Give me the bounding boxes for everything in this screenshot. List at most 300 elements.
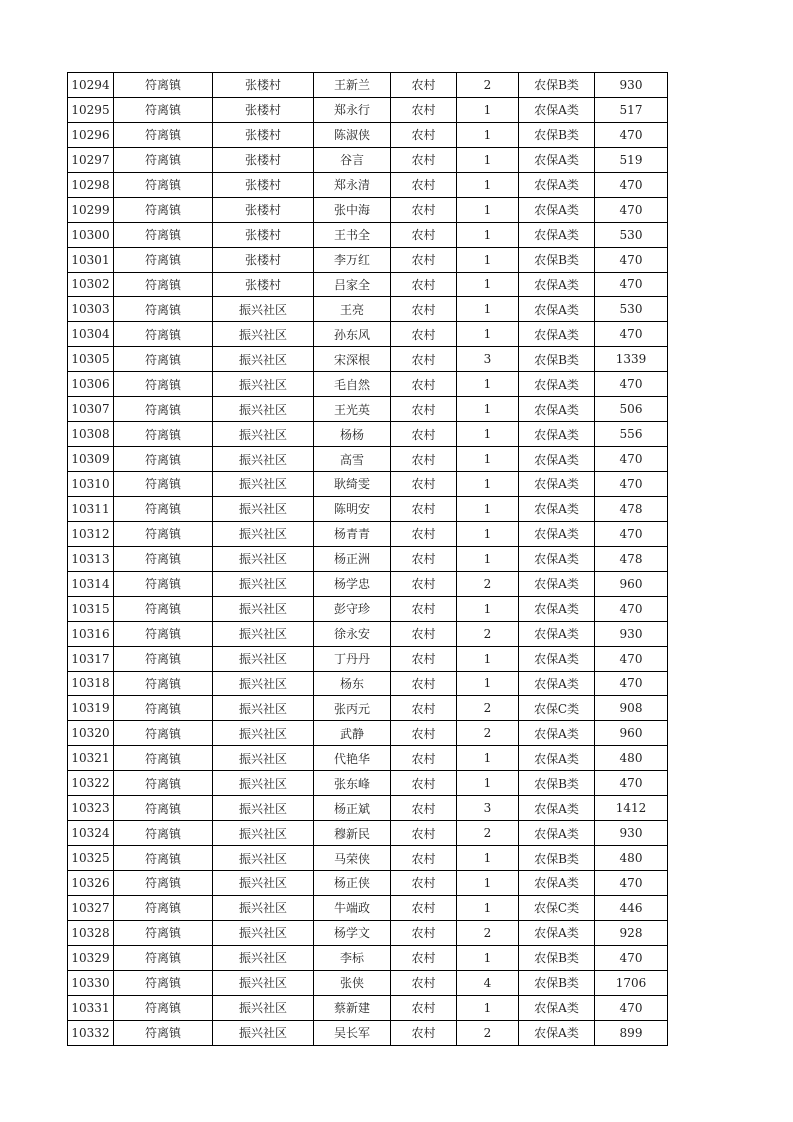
cell-name: 吴长军 bbox=[314, 1020, 391, 1045]
cell-village: 振兴社区 bbox=[213, 771, 314, 796]
cell-town: 符离镇 bbox=[114, 347, 213, 372]
cell-insurance-category: 农保C类 bbox=[519, 895, 595, 920]
cell-household-type: 农村 bbox=[391, 472, 457, 497]
cell-amount: 1412 bbox=[595, 796, 668, 821]
cell-record-id: 10331 bbox=[68, 995, 114, 1020]
cell-name: 杨杨 bbox=[314, 422, 391, 447]
cell-member-count: 1 bbox=[457, 172, 519, 197]
cell-record-id: 10309 bbox=[68, 447, 114, 472]
cell-record-id: 10322 bbox=[68, 771, 114, 796]
cell-household-type: 农村 bbox=[391, 197, 457, 222]
cell-town: 符离镇 bbox=[114, 546, 213, 571]
cell-name: 宋深根 bbox=[314, 347, 391, 372]
cell-record-id: 10312 bbox=[68, 521, 114, 546]
cell-insurance-category: 农保A类 bbox=[519, 995, 595, 1020]
cell-name: 徐永安 bbox=[314, 621, 391, 646]
cell-name: 杨正侠 bbox=[314, 871, 391, 896]
cell-name: 谷言 bbox=[314, 147, 391, 172]
table-row bbox=[68, 895, 668, 920]
cell-member-count: 3 bbox=[457, 347, 519, 372]
table-row bbox=[68, 796, 668, 821]
cell-record-id: 10302 bbox=[68, 272, 114, 297]
cell-record-id: 10305 bbox=[68, 347, 114, 372]
cell-town: 符离镇 bbox=[114, 122, 213, 147]
cell-record-id: 10323 bbox=[68, 796, 114, 821]
cell-village: 振兴社区 bbox=[213, 871, 314, 896]
cell-name: 杨学忠 bbox=[314, 571, 391, 596]
cell-member-count: 1 bbox=[457, 372, 519, 397]
cell-town: 符离镇 bbox=[114, 895, 213, 920]
cell-name: 彭守珍 bbox=[314, 596, 391, 621]
cell-name: 蔡新建 bbox=[314, 995, 391, 1020]
cell-town: 符离镇 bbox=[114, 796, 213, 821]
cell-village: 振兴社区 bbox=[213, 821, 314, 846]
cell-household-type: 农村 bbox=[391, 322, 457, 347]
table-row bbox=[68, 272, 668, 297]
cell-insurance-category: 农保A类 bbox=[519, 297, 595, 322]
cell-household-type: 农村 bbox=[391, 521, 457, 546]
cell-amount: 470 bbox=[595, 322, 668, 347]
cell-record-id: 10313 bbox=[68, 546, 114, 571]
cell-household-type: 农村 bbox=[391, 347, 457, 372]
cell-member-count: 1 bbox=[457, 322, 519, 347]
table-row bbox=[68, 596, 668, 621]
cell-amount: 470 bbox=[595, 172, 668, 197]
cell-village: 张楼村 bbox=[213, 73, 314, 98]
cell-village: 振兴社区 bbox=[213, 671, 314, 696]
cell-member-count: 1 bbox=[457, 646, 519, 671]
cell-amount: 517 bbox=[595, 97, 668, 122]
cell-household-type: 农村 bbox=[391, 272, 457, 297]
cell-village: 振兴社区 bbox=[213, 696, 314, 721]
cell-village: 振兴社区 bbox=[213, 422, 314, 447]
cell-amount: 470 bbox=[595, 646, 668, 671]
cell-household-type: 农村 bbox=[391, 871, 457, 896]
cell-household-type: 农村 bbox=[391, 796, 457, 821]
table-row bbox=[68, 422, 668, 447]
cell-household-type: 农村 bbox=[391, 696, 457, 721]
table-row bbox=[68, 97, 668, 122]
cell-household-type: 农村 bbox=[391, 621, 457, 646]
cell-amount: 470 bbox=[595, 122, 668, 147]
cell-insurance-category: 农保A类 bbox=[519, 746, 595, 771]
table-row bbox=[68, 322, 668, 347]
cell-name: 杨东 bbox=[314, 671, 391, 696]
cell-household-type: 农村 bbox=[391, 222, 457, 247]
cell-village: 振兴社区 bbox=[213, 472, 314, 497]
cell-amount: 530 bbox=[595, 297, 668, 322]
cell-amount: 928 bbox=[595, 920, 668, 945]
cell-village: 振兴社区 bbox=[213, 970, 314, 995]
cell-amount: 930 bbox=[595, 73, 668, 98]
cell-insurance-category: 农保A类 bbox=[519, 472, 595, 497]
table-row bbox=[68, 73, 668, 98]
cell-household-type: 农村 bbox=[391, 721, 457, 746]
cell-village: 振兴社区 bbox=[213, 746, 314, 771]
cell-village: 振兴社区 bbox=[213, 546, 314, 571]
cell-name: 王光英 bbox=[314, 397, 391, 422]
cell-town: 符离镇 bbox=[114, 920, 213, 945]
cell-household-type: 农村 bbox=[391, 646, 457, 671]
cell-village: 张楼村 bbox=[213, 247, 314, 272]
cell-village: 振兴社区 bbox=[213, 397, 314, 422]
cell-village: 振兴社区 bbox=[213, 621, 314, 646]
cell-member-count: 1 bbox=[457, 272, 519, 297]
cell-household-type: 农村 bbox=[391, 746, 457, 771]
cell-town: 符离镇 bbox=[114, 372, 213, 397]
table-row bbox=[68, 222, 668, 247]
cell-village: 振兴社区 bbox=[213, 721, 314, 746]
cell-member-count: 1 bbox=[457, 771, 519, 796]
cell-insurance-category: 农保B类 bbox=[519, 247, 595, 272]
cell-name: 张东峰 bbox=[314, 771, 391, 796]
cell-town: 符离镇 bbox=[114, 222, 213, 247]
cell-amount: 470 bbox=[595, 372, 668, 397]
cell-household-type: 农村 bbox=[391, 147, 457, 172]
cell-name: 毛自然 bbox=[314, 372, 391, 397]
cell-town: 符离镇 bbox=[114, 945, 213, 970]
records-table-body bbox=[68, 73, 668, 1046]
cell-insurance-category: 农保B类 bbox=[519, 122, 595, 147]
table-row bbox=[68, 696, 668, 721]
cell-record-id: 10324 bbox=[68, 821, 114, 846]
cell-member-count: 1 bbox=[457, 122, 519, 147]
cell-record-id: 10301 bbox=[68, 247, 114, 272]
cell-record-id: 10294 bbox=[68, 73, 114, 98]
cell-insurance-category: 农保A类 bbox=[519, 272, 595, 297]
cell-town: 符离镇 bbox=[114, 771, 213, 796]
cell-amount: 470 bbox=[595, 521, 668, 546]
cell-name: 杨青青 bbox=[314, 521, 391, 546]
cell-town: 符离镇 bbox=[114, 496, 213, 521]
table-row bbox=[68, 447, 668, 472]
cell-household-type: 农村 bbox=[391, 771, 457, 796]
cell-member-count: 1 bbox=[457, 945, 519, 970]
cell-insurance-category: 农保A类 bbox=[519, 521, 595, 546]
cell-household-type: 农村 bbox=[391, 945, 457, 970]
cell-amount: 470 bbox=[595, 447, 668, 472]
table-row bbox=[68, 521, 668, 546]
cell-household-type: 农村 bbox=[391, 546, 457, 571]
cell-name: 王亮 bbox=[314, 297, 391, 322]
cell-village: 振兴社区 bbox=[213, 846, 314, 871]
cell-town: 符离镇 bbox=[114, 97, 213, 122]
cell-name: 张侠 bbox=[314, 970, 391, 995]
cell-name: 杨正洲 bbox=[314, 546, 391, 571]
cell-member-count: 1 bbox=[457, 197, 519, 222]
cell-village: 张楼村 bbox=[213, 147, 314, 172]
cell-name: 吕家全 bbox=[314, 272, 391, 297]
cell-name: 王书全 bbox=[314, 222, 391, 247]
cell-insurance-category: 农保A类 bbox=[519, 372, 595, 397]
cell-record-id: 10330 bbox=[68, 970, 114, 995]
cell-household-type: 农村 bbox=[391, 447, 457, 472]
table-row bbox=[68, 347, 668, 372]
cell-insurance-category: 农保A类 bbox=[519, 1020, 595, 1045]
cell-town: 符离镇 bbox=[114, 721, 213, 746]
cell-village: 振兴社区 bbox=[213, 995, 314, 1020]
cell-member-count: 2 bbox=[457, 571, 519, 596]
cell-town: 符离镇 bbox=[114, 970, 213, 995]
cell-town: 符离镇 bbox=[114, 846, 213, 871]
cell-record-id: 10297 bbox=[68, 147, 114, 172]
cell-record-id: 10310 bbox=[68, 472, 114, 497]
cell-town: 符离镇 bbox=[114, 871, 213, 896]
cell-town: 符离镇 bbox=[114, 596, 213, 621]
cell-record-id: 10296 bbox=[68, 122, 114, 147]
cell-household-type: 农村 bbox=[391, 297, 457, 322]
cell-village: 振兴社区 bbox=[213, 646, 314, 671]
cell-member-count: 2 bbox=[457, 821, 519, 846]
cell-name: 高雪 bbox=[314, 447, 391, 472]
cell-amount: 506 bbox=[595, 397, 668, 422]
cell-town: 符离镇 bbox=[114, 272, 213, 297]
cell-household-type: 农村 bbox=[391, 596, 457, 621]
cell-insurance-category: 农保A类 bbox=[519, 796, 595, 821]
cell-amount: 470 bbox=[595, 945, 668, 970]
table-row bbox=[68, 571, 668, 596]
cell-name: 李标 bbox=[314, 945, 391, 970]
cell-household-type: 农村 bbox=[391, 846, 457, 871]
cell-record-id: 10332 bbox=[68, 1020, 114, 1045]
cell-amount: 960 bbox=[595, 571, 668, 596]
cell-insurance-category: 农保A类 bbox=[519, 871, 595, 896]
cell-member-count: 2 bbox=[457, 920, 519, 945]
table-row bbox=[68, 372, 668, 397]
cell-member-count: 1 bbox=[457, 447, 519, 472]
cell-member-count: 1 bbox=[457, 297, 519, 322]
cell-insurance-category: 农保A类 bbox=[519, 172, 595, 197]
cell-village: 振兴社区 bbox=[213, 322, 314, 347]
cell-village: 振兴社区 bbox=[213, 596, 314, 621]
cell-amount: 446 bbox=[595, 895, 668, 920]
cell-village: 张楼村 bbox=[213, 122, 314, 147]
cell-amount: 480 bbox=[595, 846, 668, 871]
cell-name: 穆新民 bbox=[314, 821, 391, 846]
cell-record-id: 10328 bbox=[68, 920, 114, 945]
cell-record-id: 10321 bbox=[68, 746, 114, 771]
cell-village: 振兴社区 bbox=[213, 796, 314, 821]
table-row bbox=[68, 771, 668, 796]
cell-member-count: 1 bbox=[457, 496, 519, 521]
cell-village: 振兴社区 bbox=[213, 297, 314, 322]
cell-member-count: 2 bbox=[457, 696, 519, 721]
cell-village: 张楼村 bbox=[213, 172, 314, 197]
cell-record-id: 10303 bbox=[68, 297, 114, 322]
cell-record-id: 10318 bbox=[68, 671, 114, 696]
cell-village: 张楼村 bbox=[213, 97, 314, 122]
cell-insurance-category: 农保A类 bbox=[519, 621, 595, 646]
cell-amount: 960 bbox=[595, 721, 668, 746]
cell-town: 符离镇 bbox=[114, 521, 213, 546]
cell-amount: 1339 bbox=[595, 347, 668, 372]
cell-record-id: 10314 bbox=[68, 571, 114, 596]
cell-amount: 1706 bbox=[595, 970, 668, 995]
cell-member-count: 2 bbox=[457, 721, 519, 746]
cell-village: 振兴社区 bbox=[213, 1020, 314, 1045]
cell-insurance-category: 农保A类 bbox=[519, 920, 595, 945]
cell-member-count: 1 bbox=[457, 422, 519, 447]
cell-amount: 470 bbox=[595, 247, 668, 272]
table-row bbox=[68, 147, 668, 172]
cell-town: 符离镇 bbox=[114, 671, 213, 696]
cell-member-count: 1 bbox=[457, 97, 519, 122]
cell-amount: 908 bbox=[595, 696, 668, 721]
cell-member-count: 1 bbox=[457, 995, 519, 1020]
cell-name: 郑永清 bbox=[314, 172, 391, 197]
cell-member-count: 1 bbox=[457, 472, 519, 497]
cell-insurance-category: 农保A类 bbox=[519, 147, 595, 172]
cell-amount: 930 bbox=[595, 621, 668, 646]
cell-name: 马荣侠 bbox=[314, 846, 391, 871]
cell-village: 张楼村 bbox=[213, 222, 314, 247]
cell-member-count: 1 bbox=[457, 521, 519, 546]
cell-amount: 530 bbox=[595, 222, 668, 247]
cell-record-id: 10315 bbox=[68, 596, 114, 621]
cell-name: 陈淑侠 bbox=[314, 122, 391, 147]
cell-name: 张丙元 bbox=[314, 696, 391, 721]
cell-town: 符离镇 bbox=[114, 995, 213, 1020]
cell-amount: 470 bbox=[595, 671, 668, 696]
cell-name: 孙东风 bbox=[314, 322, 391, 347]
cell-name: 杨学文 bbox=[314, 920, 391, 945]
cell-record-id: 10325 bbox=[68, 846, 114, 871]
cell-insurance-category: 农保A类 bbox=[519, 671, 595, 696]
cell-record-id: 10320 bbox=[68, 721, 114, 746]
cell-insurance-category: 农保B类 bbox=[519, 347, 595, 372]
cell-town: 符离镇 bbox=[114, 746, 213, 771]
cell-household-type: 农村 bbox=[391, 571, 457, 596]
cell-record-id: 10316 bbox=[68, 621, 114, 646]
cell-amount: 556 bbox=[595, 422, 668, 447]
cell-amount: 899 bbox=[595, 1020, 668, 1045]
cell-town: 符离镇 bbox=[114, 621, 213, 646]
table-row bbox=[68, 197, 668, 222]
cell-insurance-category: 农保A类 bbox=[519, 721, 595, 746]
cell-insurance-category: 农保A类 bbox=[519, 821, 595, 846]
cell-amount: 470 bbox=[595, 272, 668, 297]
cell-household-type: 农村 bbox=[391, 895, 457, 920]
cell-amount: 470 bbox=[595, 871, 668, 896]
cell-amount: 478 bbox=[595, 546, 668, 571]
cell-insurance-category: 农保B类 bbox=[519, 771, 595, 796]
cell-insurance-category: 农保A类 bbox=[519, 397, 595, 422]
cell-record-id: 10326 bbox=[68, 871, 114, 896]
cell-insurance-category: 农保A类 bbox=[519, 447, 595, 472]
cell-insurance-category: 农保A类 bbox=[519, 97, 595, 122]
cell-name: 李万红 bbox=[314, 247, 391, 272]
cell-member-count: 1 bbox=[457, 871, 519, 896]
cell-record-id: 10329 bbox=[68, 945, 114, 970]
cell-name: 耿绮雯 bbox=[314, 472, 391, 497]
cell-town: 符离镇 bbox=[114, 422, 213, 447]
cell-village: 振兴社区 bbox=[213, 521, 314, 546]
cell-record-id: 10327 bbox=[68, 895, 114, 920]
cell-insurance-category: 农保B类 bbox=[519, 73, 595, 98]
cell-household-type: 农村 bbox=[391, 821, 457, 846]
cell-town: 符离镇 bbox=[114, 571, 213, 596]
cell-name: 丁丹丹 bbox=[314, 646, 391, 671]
cell-insurance-category: 农保A类 bbox=[519, 596, 595, 621]
cell-household-type: 农村 bbox=[391, 422, 457, 447]
cell-record-id: 10306 bbox=[68, 372, 114, 397]
cell-name: 张中海 bbox=[314, 197, 391, 222]
table-row bbox=[68, 970, 668, 995]
cell-town: 符离镇 bbox=[114, 247, 213, 272]
cell-member-count: 1 bbox=[457, 546, 519, 571]
cell-record-id: 10308 bbox=[68, 422, 114, 447]
table-row bbox=[68, 671, 668, 696]
cell-record-id: 10295 bbox=[68, 97, 114, 122]
cell-town: 符离镇 bbox=[114, 447, 213, 472]
table-row bbox=[68, 122, 668, 147]
cell-amount: 480 bbox=[595, 746, 668, 771]
table-row bbox=[68, 496, 668, 521]
cell-name: 牛端政 bbox=[314, 895, 391, 920]
cell-name: 武静 bbox=[314, 721, 391, 746]
cell-household-type: 农村 bbox=[391, 97, 457, 122]
cell-amount: 470 bbox=[595, 596, 668, 621]
cell-insurance-category: 农保C类 bbox=[519, 696, 595, 721]
cell-record-id: 10311 bbox=[68, 496, 114, 521]
table-row bbox=[68, 621, 668, 646]
cell-member-count: 2 bbox=[457, 73, 519, 98]
cell-village: 振兴社区 bbox=[213, 895, 314, 920]
cell-town: 符离镇 bbox=[114, 821, 213, 846]
cell-member-count: 3 bbox=[457, 796, 519, 821]
cell-town: 符离镇 bbox=[114, 147, 213, 172]
cell-household-type: 农村 bbox=[391, 122, 457, 147]
cell-insurance-category: 农保B类 bbox=[519, 846, 595, 871]
cell-insurance-category: 农保B类 bbox=[519, 945, 595, 970]
cell-household-type: 农村 bbox=[391, 671, 457, 696]
cell-town: 符离镇 bbox=[114, 322, 213, 347]
cell-record-id: 10319 bbox=[68, 696, 114, 721]
cell-insurance-category: 农保A类 bbox=[519, 222, 595, 247]
table-row bbox=[68, 172, 668, 197]
table-row bbox=[68, 721, 668, 746]
cell-record-id: 10299 bbox=[68, 197, 114, 222]
cell-town: 符离镇 bbox=[114, 197, 213, 222]
records-table bbox=[67, 72, 668, 1046]
cell-town: 符离镇 bbox=[114, 397, 213, 422]
cell-amount: 478 bbox=[595, 496, 668, 521]
cell-village: 振兴社区 bbox=[213, 945, 314, 970]
cell-town: 符离镇 bbox=[114, 696, 213, 721]
cell-insurance-category: 农保A类 bbox=[519, 197, 595, 222]
table-row bbox=[68, 297, 668, 322]
cell-village: 张楼村 bbox=[213, 272, 314, 297]
cell-household-type: 农村 bbox=[391, 995, 457, 1020]
cell-member-count: 1 bbox=[457, 895, 519, 920]
cell-insurance-category: 农保A类 bbox=[519, 571, 595, 596]
cell-member-count: 1 bbox=[457, 247, 519, 272]
cell-name: 代艳华 bbox=[314, 746, 391, 771]
table-row bbox=[68, 646, 668, 671]
table-row bbox=[68, 1020, 668, 1045]
cell-amount: 470 bbox=[595, 472, 668, 497]
table-row bbox=[68, 472, 668, 497]
cell-village: 振兴社区 bbox=[213, 920, 314, 945]
cell-household-type: 农村 bbox=[391, 372, 457, 397]
table-row bbox=[68, 397, 668, 422]
cell-village: 振兴社区 bbox=[213, 571, 314, 596]
cell-name: 陈明安 bbox=[314, 496, 391, 521]
cell-household-type: 农村 bbox=[391, 247, 457, 272]
cell-member-count: 2 bbox=[457, 621, 519, 646]
table-row bbox=[68, 995, 668, 1020]
cell-amount: 470 bbox=[595, 995, 668, 1020]
